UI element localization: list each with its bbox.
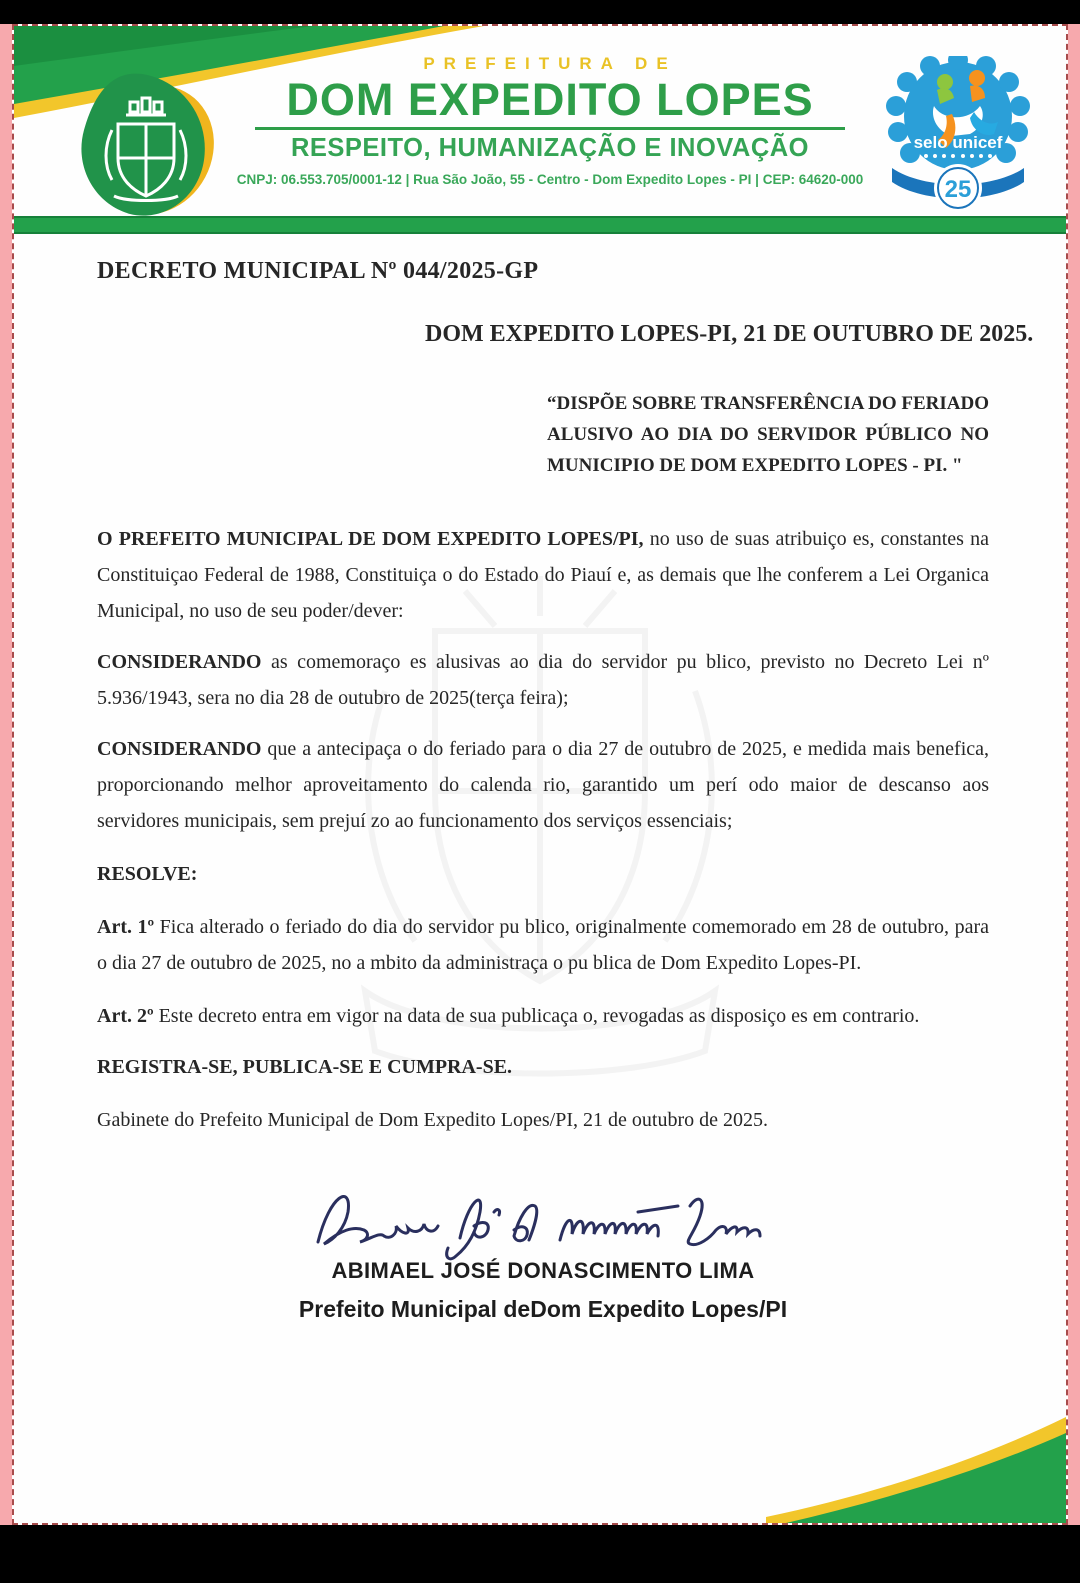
municipal-coat-of-arms-icon: [54, 70, 239, 222]
paragraph-registra-se: [97, 1049, 989, 1085]
paragraph-text: Gabinete do Prefeito Municipal de Dom Expedito Lopes/PI, 21 de outubro de 2025.: [97, 1109, 768, 1131]
paragraph-lead: Art. 2º: [97, 1005, 154, 1027]
paragraph-preamble: [97, 521, 989, 629]
paragraph-gabinete: [97, 1102, 989, 1138]
decree-number: DECRETO MUNICIPAL Nº 044/2025-GP: [97, 258, 539, 284]
seal-years: 25: [944, 176, 972, 203]
paragraph-text: que a antecipaça o do feriado para o dia 27 de outubro de 2025, e medida mais benefica, proporcionando melhor aproveitamento do calenda rio, garantido um perí odo maior de descanso aos servidores municipais, sem prejuí zo ao funcionamento dos serviços essenciais;: [97, 738, 990, 832]
paragraph-considerando-2: [97, 731, 989, 839]
signer-name: ABIMAEL JOSÉ DONASCIMENTO LIMA: [331, 1258, 755, 1283]
paragraph-text: Este decreto entra em vigor na data de sua publicaça o, revogadas as disposiço es em contrario.: [158, 1005, 920, 1027]
preheader-text: PREFEITURA DE: [423, 54, 677, 73]
decree-epigraph: “DISPÕE SOBRE TRANSFERÊNCIA DO FERIADO ALUSIVO AO DIA DO SERVIDOR PÚBLICO NO MUNICIPIO DE DOM EXPEDITO LOPES - PI. ": [547, 393, 990, 476]
decree-body: [97, 242, 1034, 1323]
handwritten-signature: [308, 1172, 778, 1270]
signer-role: Prefeito Municipal deDom Expedito Lopes/PI: [298, 1296, 788, 1322]
paragraph-considerando-1: [97, 644, 989, 716]
paragraph-text: no uso de suas atribuiço es, constantes na Constituiçao Federal de 1988, Constituiça o do Estado do Piauí e, as demais que lhe conferem a Lei Organica Municipal, no uso de seu poder/dever:: [97, 528, 990, 622]
paragraph-lead: RESOLVE:: [97, 863, 198, 885]
footer-green-swoosh: [766, 1411, 1066, 1523]
paragraph-art-2: [97, 998, 989, 1034]
letterhead: [14, 26, 1066, 218]
header-divider-bar: [14, 216, 1066, 234]
paragraph-lead: REGISTRA-SE, PUBLICA-SE E CUMPRA-SE.: [97, 1056, 513, 1078]
svg-text:selo unicef: selo unicef: [913, 133, 1003, 152]
paragraph-lead: Art. 1º: [97, 916, 155, 938]
paragraph-art-1: [97, 909, 989, 981]
paragraph-text: as comemoraço es alusivas ao dia do servidor pu blico, previsto no Decreto Lei nº 5.936/1943, sera no dia 28 de outubro de 2025(terça feira);: [97, 651, 990, 709]
selo-unicef-25-icon: [882, 56, 1034, 218]
cnpj-address-line: CNPJ: 06.553.705/0001-12 | Rua São João, 55 - Centro - Dom Expedito Lopes - PI | CEP: 64620-000: [236, 172, 864, 187]
signature-block: [97, 1172, 989, 1323]
right-pink-border: [1067, 24, 1080, 1525]
decree-page: [12, 24, 1068, 1525]
paragraph-text: Fica alterado o feriado do dia do servidor pu blico, originalmente comemorado em 28 de outubro, para o dia 27 de outubro de 2025, no a mbito da administraça o pu blica de Dom Expedito Lopes-PI.: [97, 916, 989, 974]
paragraph-resolve: [97, 856, 989, 892]
letterhead-text: [224, 54, 876, 187]
city-tagline: RESPEITO, HUMANIZAÇÃO E INOVAÇÃO: [290, 134, 809, 162]
city-title: DOM EXPEDITO LOPES: [286, 74, 814, 125]
paragraph-lead: O PREFEITO MUNICIPAL DE DOM EXPEDITO LOPES/PI,: [97, 528, 644, 550]
title-underline: [255, 127, 845, 130]
paragraph-lead: CONSIDERANDO: [97, 651, 262, 673]
place-date-line: DOM EXPEDITO LOPES-PI, 21 DE OUTUBRO DE 2025.: [425, 321, 1034, 347]
paragraph-lead: CONSIDERANDO: [97, 738, 262, 760]
